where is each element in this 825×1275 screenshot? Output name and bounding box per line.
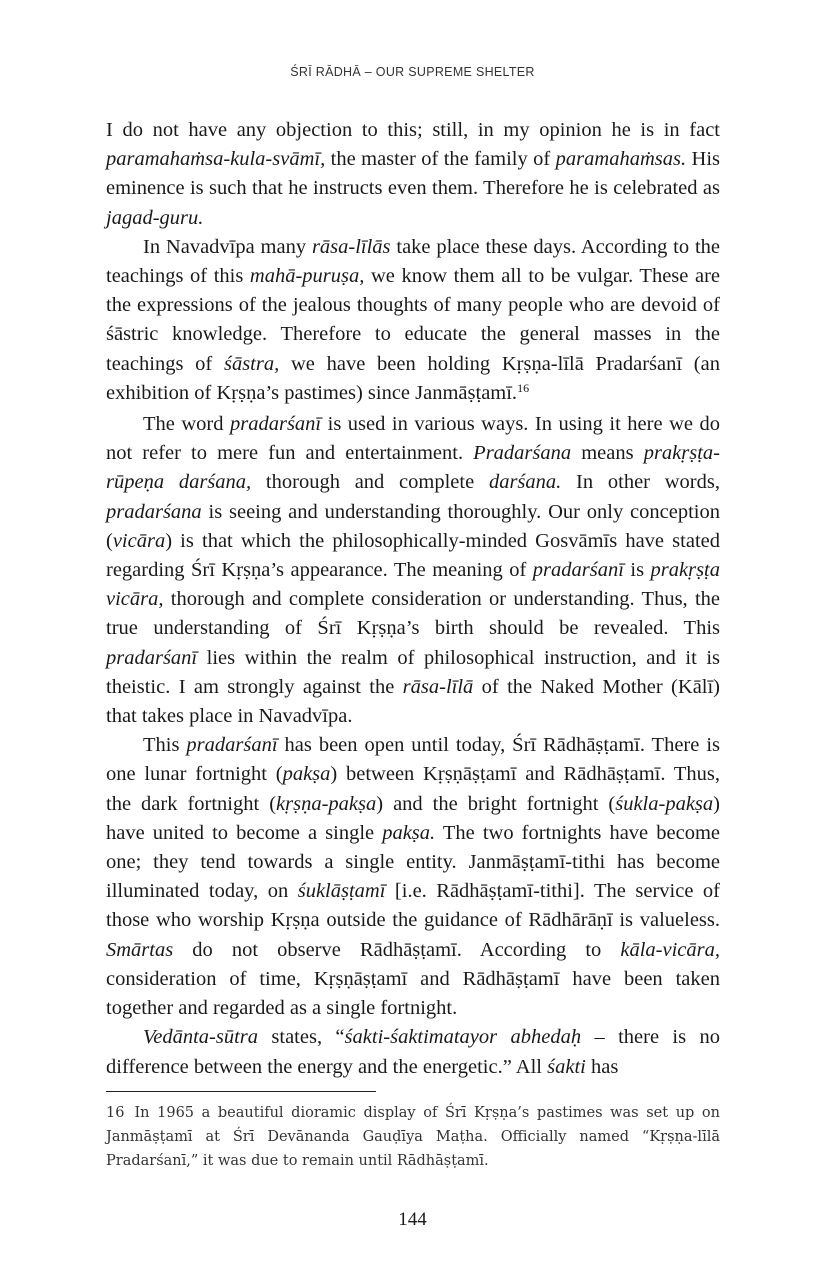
text-run: the master of the family of	[325, 148, 556, 171]
text-run: we have been holding Kṛṣṇa-līlā Pradarśanī (an exhibition of Kṛṣṇa’s pastimes) since Janmāṣṭamī.	[106, 352, 720, 404]
text-run: ) have united to become a single	[106, 792, 720, 844]
italic-term: pakṣa	[282, 763, 331, 786]
paragraph	[106, 731, 720, 1023]
text-run: [i.e. Rādhāṣṭamī-tithi]. The service of those who worship Kṛṣṇa outside the guidance of Rādhārāṇī is valueless.	[106, 880, 721, 932]
text-run: is	[623, 559, 651, 582]
text-run: I do not have any objection to this; still, in my opinion he is in fact	[106, 119, 720, 141]
italic-term: śakti	[547, 1055, 586, 1078]
text-run: is used in various ways. In using it here we do not refer to mere fun and entertainment.	[106, 413, 720, 465]
text-run: is seeing and understanding thoroughly. Our only conception (	[106, 500, 720, 552]
text-run: consideration of time, Kṛṣṇāṣṭamī and Rādhāṣṭamī have been taken together and regarded as a single fortnight.	[106, 967, 720, 1020]
text-run: thorough and complete consideration or understanding. Thus, the true understanding of Śrī Kṛṣṇa’s birth should be revealed. This	[106, 588, 720, 640]
text-run: means	[571, 442, 644, 465]
italic-term: pradarśanī	[106, 646, 198, 669]
text-run: do not observe Rādhāṣṭamī. According to	[173, 938, 621, 961]
footnote-text: In 1965 a beautiful dioramic display of Śrī Kṛṣṇa’s pastimes was set up on Janmāṣṭamī at Śrī Devānanda Gauḍīya Maṭha. Officially named “Kṛṣṇa-līlā Pradarśanī,” it was due to remain until Rādhāṣṭamī.	[106, 1105, 720, 1169]
italic-term: rāsa-līlās	[311, 235, 391, 258]
italic-term: mahā-puruṣa,	[249, 265, 365, 288]
italic-term: pradarśanī	[230, 413, 322, 436]
italic-term: darśana.	[488, 471, 562, 494]
text-run: of the Naked Mother (Kālī) that takes place in Navadvīpa.	[106, 675, 721, 728]
text-run: take place these days. According to the teachings of this	[106, 235, 721, 288]
italic-term: Pradarśana	[473, 442, 572, 465]
text-run: has	[585, 1055, 619, 1078]
italic-term: kāla-vicāra,	[620, 938, 720, 961]
paragraph	[106, 233, 720, 410]
text-run: The two fortnights have become one; they tend towards a single entity. Janmāṣṭamī-tithi has become illuminated today, on	[106, 821, 720, 903]
italic-term: Vedānta-sūtra	[143, 1026, 259, 1049]
text-run: ) and the bright fortnight (	[376, 792, 616, 815]
running-head: ŚRĪ RĀDHĀ – OUR SUPREME SHELTER	[290, 65, 535, 79]
text-run: – there is no difference between the energy and the energetic.” All	[106, 1026, 720, 1078]
text-run: has been open until today, Śrī Rādhāṣṭamī. There is one lunar fortnight (	[106, 734, 720, 786]
italic-term: pakṣa.	[382, 821, 436, 844]
italic-term: prakṛṣṭa vicāra,	[106, 559, 720, 611]
italic-term: kṛṣṇa-pakṣa	[276, 792, 377, 815]
footnote-divider	[106, 1091, 376, 1092]
italic-term: śāstra,	[223, 352, 280, 375]
italic-term: śakti-śaktimatayor abhedaḥ	[344, 1026, 582, 1049]
italic-term: śuklāṣṭamī	[297, 880, 386, 903]
text-run: The word	[143, 413, 230, 436]
italic-term: jagad-guru.	[106, 206, 204, 229]
body-text	[106, 116, 720, 1082]
italic-term: pradarśanī	[532, 559, 624, 582]
text-run: lies within the realm of philosophical instruction, and it is theistic. I am strongly against the	[106, 646, 720, 698]
italic-term: śukla-pakṣa	[615, 792, 714, 815]
paragraph	[106, 410, 720, 731]
italic-term: prakṛṣṭa-rūpeṇa darśana,	[106, 442, 721, 494]
italic-term: rāsa-līlā	[402, 675, 474, 698]
text-run: thorough and complete	[251, 471, 489, 494]
paragraph	[106, 116, 720, 233]
italic-term: pradarśana	[106, 500, 202, 523]
italic-term: paramahaṁsas.	[555, 148, 687, 171]
text-run: In Navadvīpa many	[143, 235, 312, 258]
text-run: states, “	[258, 1026, 345, 1049]
text-run: ) is that which the philosophically-minded Gosvāmīs have stated regarding Śrī Kṛṣṇa’s appearance. The meaning of	[106, 529, 720, 582]
text-run: This	[143, 734, 187, 757]
paragraph	[106, 1023, 720, 1081]
italic-term: Smārtas	[106, 938, 174, 961]
page-number: 144	[398, 1209, 427, 1230]
text-run: we know them all to be vulgar. These are the expressions of the jealous thoughts of many people who are devoid of śāstric knowledge. Therefore to educate the general masses in the teachings of	[106, 265, 720, 375]
text-run: His eminence is such that he instructs even them. Therefore he is celebrated as	[106, 148, 720, 200]
footnote-number: 16	[106, 1105, 125, 1121]
footnote-reference: 16	[517, 380, 530, 395]
italic-term: pradarśanī	[186, 734, 278, 757]
text-run: ) between Kṛṣṇāṣṭamī and Rādhāṣṭamī. Thus, the dark fortnight (	[106, 763, 720, 815]
text-run: In other words,	[561, 471, 720, 494]
italic-term: vicāra	[112, 529, 166, 552]
italic-term: paramahaṁsa-kula-svāmī,	[106, 148, 326, 171]
footnote	[106, 1101, 720, 1173]
